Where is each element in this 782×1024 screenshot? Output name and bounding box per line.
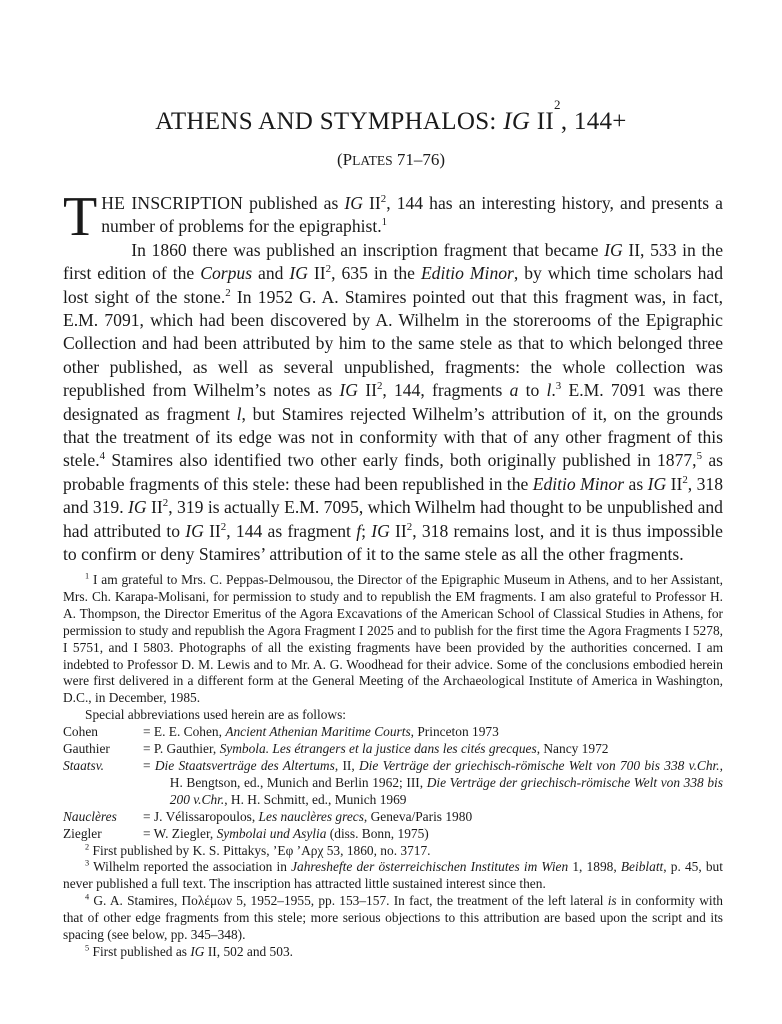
p2-k: . [551,380,556,401]
abbrev-b: , Nancy 1972 [536,741,609,757]
p1-c: , 144 has an interesting history, and presents a number of problems for the epigraphist. [101,193,723,237]
abbrev-title-3: Die Verträge der griechisch-römische Welt von 338 bis 200 v.Chr. [169,774,723,807]
p2-e: , 635 in the [331,263,421,284]
p2-q: II [666,473,683,494]
title-ii: II [530,108,554,135]
fn2-num: 2 [85,842,90,852]
p1-ig: IG [344,193,363,213]
abbrev-value [143,724,723,741]
p2-y: , 318 remains lost, and it is thus impossible to confirm or deny Stamires’ attribution of it to the same stele as all the other fragments. [63,520,723,565]
p2-x: II [389,520,407,541]
fn3-num: 3 [85,858,90,868]
footnotes [63,572,723,961]
fn5-ig: IG [190,943,205,959]
plates-rest: LATES [352,153,393,168]
fn3-title: Jahreshefte der österreichischen Institutes im Wien [291,859,569,875]
p2-b: II, 533 in the first edition of the [63,239,724,284]
abbrev-value [143,741,723,758]
abbrev-a: = P. Gauthier, [143,741,220,757]
abbrev-gauthier [63,741,723,758]
abbrev-title: Symbolai und Asylia [216,825,327,841]
abbrev-c: , H. Bengtson, ed., Munich and Berlin 1962; III, [169,757,723,790]
p2-a: In 1860 there was published an inscription fragment that became [131,239,605,260]
fn3-b: 1, 1898, [568,859,621,875]
p2-s: II [146,497,163,518]
abbrev-b: , II, [334,757,359,773]
footnote-ref-5: 5 [696,450,703,463]
p2-ig7: IG [371,520,390,541]
p2-ig4: IG [647,473,667,494]
p2-p: as [624,473,648,494]
p2-fl2: l [236,403,242,424]
abbrev-value [143,758,723,809]
fn4-b: in conformity with that of other edge fragments from this stele; more serious objections to this attribution are based upon the script and its spacing (see below, pp. 345–348). [63,893,723,943]
fn3-c: , p. 45, but never published a full text. The inscription has attracted little sustained interest since then. [63,859,723,892]
abbrev-title-2: Die Verträge der griechisch-römische Welt von 700 bis 338 v.Chr. [359,757,720,773]
abbrev-key: Nauclères [63,808,117,824]
p2-c: and [252,263,290,284]
p2-h: II [358,380,377,401]
p2-s2e: 2 [220,520,227,533]
footnote-4 [63,893,723,944]
abbrev-title: Symbola. Les étrangers et la justice dans les cités grecques [219,741,537,757]
p2-fl: l [546,380,552,401]
plates-open: ( [336,150,343,169]
abbrev-cohen [63,724,723,741]
abbrev-value [143,809,723,826]
p2-r: , 318 and 319. [63,473,724,518]
fn2-text: First published by K. S. Pittakys, ’Εφ ’Αρχ 53, 1860, no. 3717. [89,842,431,858]
abbrev-b: (diss. Bonn, 1975) [326,825,429,841]
abbrev-a: = W. Ziegler, [143,825,217,841]
plates-nums: 71–76) [392,150,446,169]
abbrev-key: Gauthier [63,741,110,757]
p1-a: published as [243,193,345,213]
abbrev-naucleres [63,809,723,826]
p2-ig1: IG [604,239,623,260]
abbrev-ziegler [63,826,723,843]
p2-ig6: IG [185,520,204,541]
p1-sup: 2 [380,193,387,206]
p2-s2a: 2 [325,263,332,276]
p2-ig3: IG [339,380,358,401]
title-text: ATHENS AND STYMPHALOS: [155,108,504,135]
abbrev-d: , H. H. Schmitt, ed., Munich 1969 [224,791,407,807]
abbrev-value [143,826,723,843]
p2-v: , 144 as fragment [226,520,357,541]
footnote-3 [63,859,723,893]
p2-ff: f [356,520,362,541]
abbrev-b: , Princeton 1973 [410,724,499,740]
title-ig: IG [503,108,531,135]
abbrev-title-1: Die Staatsverträge des Altertums [154,757,335,773]
footnote-ref-1: 1 [381,216,388,229]
fn5-a: First published as [89,943,191,959]
p1-lead: HE INSCRIPTION [101,193,244,213]
p2-fa: a [509,380,519,401]
p2-w: ; [361,520,372,541]
article-title [0,97,782,137]
main-text [63,186,724,567]
abbreviations-intro: Special abbreviations used herein are as follows: [85,707,347,723]
p2-s2c: 2 [682,474,688,487]
fn4-num: 4 [85,892,90,902]
p2-t: , 319 is actually E.M. 7095, which Wilhelm had thought to be unpublished and had attributed to [63,497,723,541]
p2-g: In 1952 G. A. Stamires pointed out that this fragment was, in fact, E.M. 7091, which had been discovered by A. Wilhelm in the storerooms of the Epigraphic Collection and had been attributed by him to the same stele as that to which belonged three other published, as well as several unpublished, fragments: the whole collection was republished from Wilhelm’s notes as [63,286,723,401]
p2-f: , by which time scholars had lost sight of the stone. [63,263,724,307]
footnote-1 [63,572,723,707]
abbrev-a: = [143,757,155,773]
p2-s2d: 2 [162,497,169,510]
p2-ig5: IG [128,497,147,518]
fn3-title-2: Beiblatt [620,859,664,875]
fn4-a: G. A. Stamires, Πολέμων 5, 1952–1955, pp. 153–157. In fact, the treatment of the left lateral [89,893,608,909]
title-sup: 2 [554,97,561,112]
fn5-num: 5 [85,943,90,953]
p2-m: , but Stamires rejected Wilhelm’s attribution of it, on the grounds that the treatment of its edge was not in conformity with that of any other fragment of this stele. [63,403,724,471]
p2-j: to [518,380,547,401]
p2-i: , 144, fragments [382,380,510,401]
footnote-ref-2: 2 [225,286,231,299]
p2-d: II [307,263,326,284]
drop-cap: T [63,186,98,248]
fn3-a: Wilhelm reported the association in [89,859,292,875]
abbrev-title: Les nauclères grecs [258,808,364,824]
p2-o: as probable fragments of this stele: these had been republished in the [63,450,723,494]
abbrev-key: Staatsv. [63,757,105,773]
p2-editio2: Editio Minor [532,473,625,494]
abbrev-title: Ancient Athenian Maritime Courts [225,724,411,740]
p2-u: II [203,520,221,541]
p2-editio: Editio Minor [420,263,514,284]
paragraph-1 [63,186,723,248]
fn1-text: I am grateful to Mrs. C. Peppas-Delmousou, the Director of the Epigraphic Museum in Athens, and to her Assistant, Mrs. Ch. Karapa-Molisani, for permission to study and to republish the EM fragments. I am also grateful to Professor H. A. Thompson, the Director Emeritus of the Agora Excavations of the American School of Classical Studies in Athens, for permission to study and republish the Agora Fragment I 2025 and to publish for the first time the Agora Fragments I 5278, I 5751, and I 5803. Photographs of all the existing fragments have been provided by the authorities concerned. I am indebted to Professor D. M. Lewis and to Mr. A. G. Woodhead for their advice. Some of the conclusions embodied herein were first delivered in a different form at the General Meeting of the Archaeological Institute of America in Washington, D.C., in December, 1985. [63,572,723,706]
footnote-ref-3: 3 [555,380,562,393]
p2-l: E.M. 7091 was there designated as fragment [63,380,724,424]
abbrev-key: Ziegler [63,825,102,841]
footnote-5 [63,944,723,961]
abbrev-a: = E. E. Cohen, [143,724,226,740]
p2-s2b: 2 [376,380,383,393]
paragraph-2 [63,239,723,567]
p2-corpus: Corpus [200,263,253,284]
abbrev-staatsv [63,758,723,809]
abbrev-key: Cohen [63,724,98,740]
plates-subtitle [0,149,782,172]
fn5-b: II, 502 and 503. [204,943,293,959]
plates-p: P [342,150,353,169]
fn4-is: is [607,893,617,909]
p2-s2f: 2 [406,520,413,533]
footnote-ref-4: 4 [99,450,106,463]
fn1-num: 1 [85,571,90,581]
footnote-2 [63,843,723,860]
p2-n: Stamires also identified two other early finds, both originally published in 1877, [105,450,697,471]
abbrev-b: , Geneva/Paris 1980 [363,808,473,824]
p1-b: II [362,193,381,213]
title-rest: , 144+ [560,108,627,135]
p2-ig2: IG [289,263,308,284]
abbrev-a: = J. Vélissaropoulos, [143,808,259,824]
